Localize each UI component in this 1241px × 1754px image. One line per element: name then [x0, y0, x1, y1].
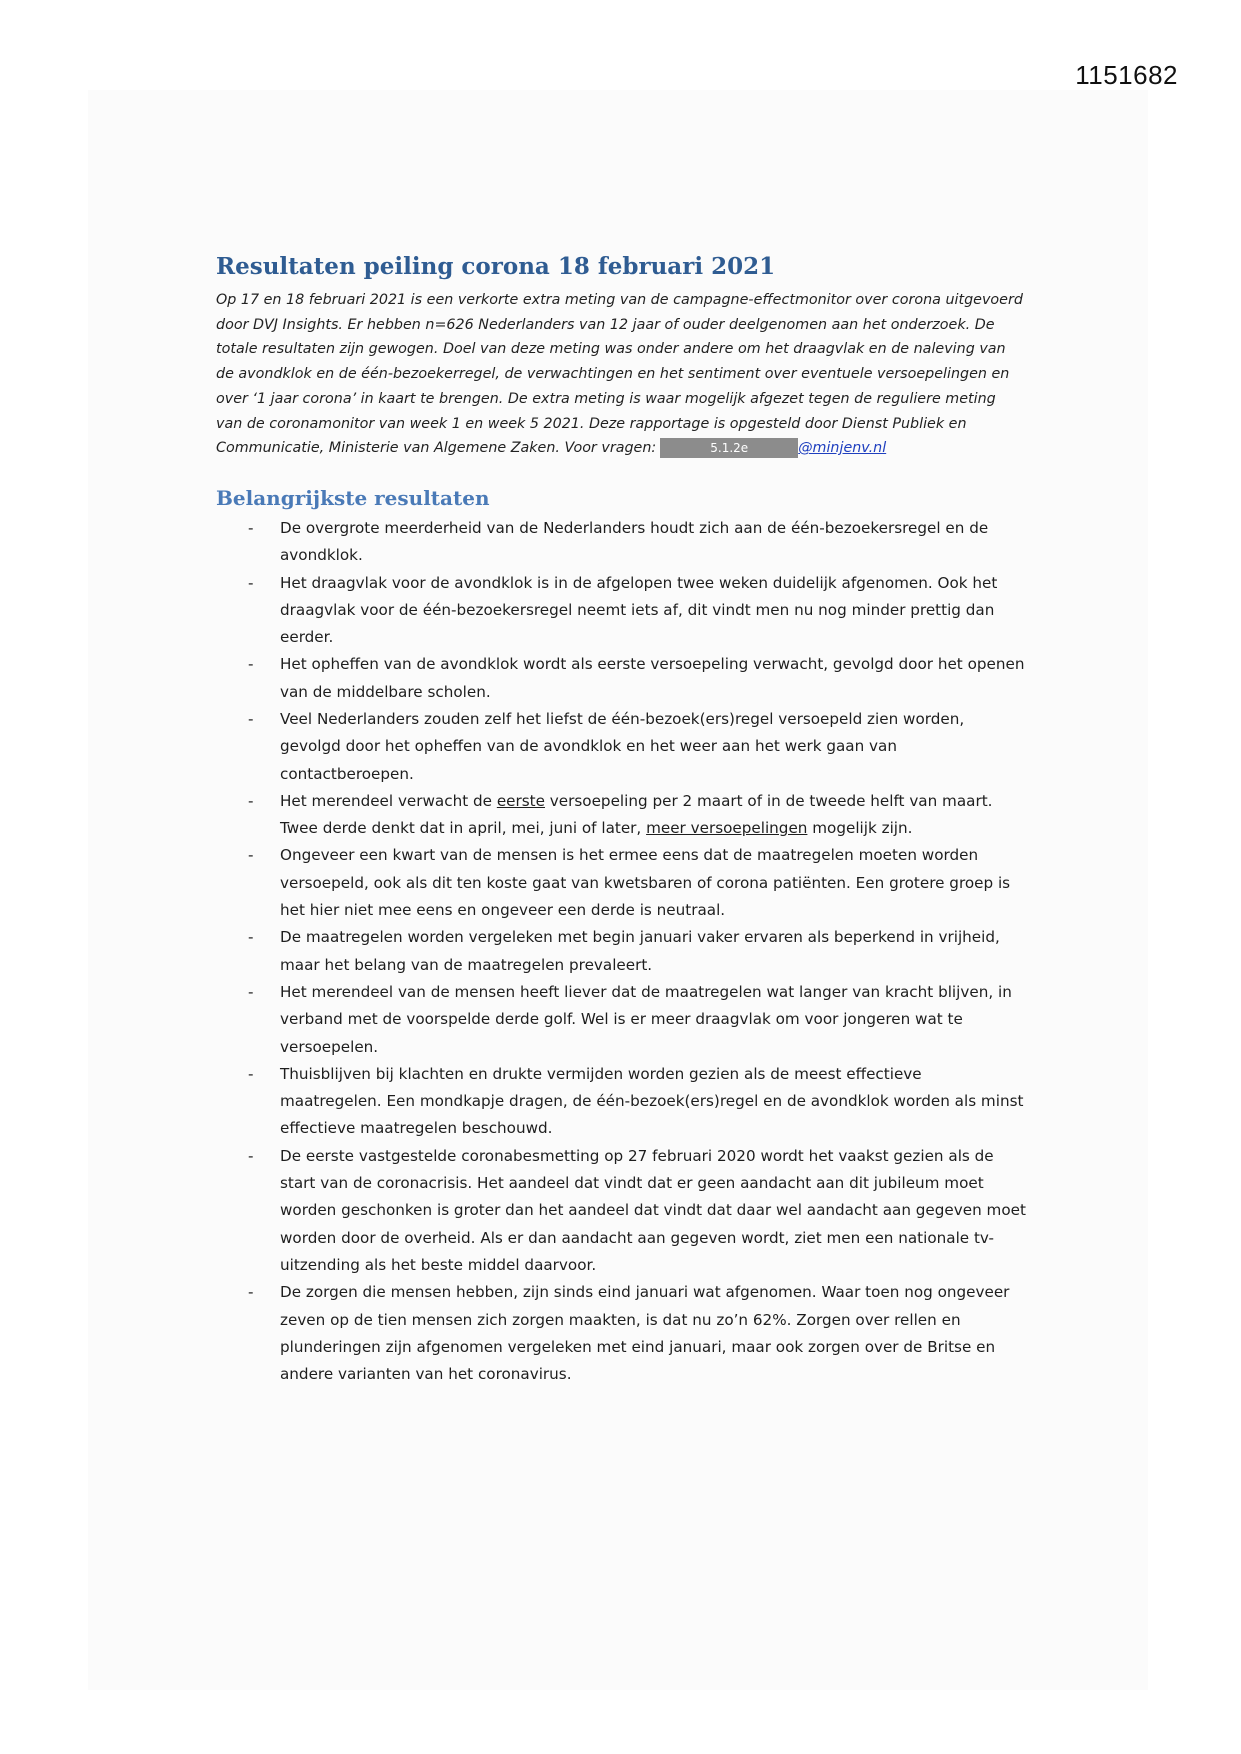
bullet-dash: - [248, 573, 254, 592]
bullet-dash: - [248, 791, 254, 810]
list-item-text-part: Het merendeel verwacht de [280, 791, 497, 810]
underlined-text: meer versoepelingen [646, 819, 808, 838]
intro-paragraph [216, 288, 1026, 461]
list-item-text: De overgrote meerderheid van de Nederlanders houdt zich aan de één-bezoekersregel en de avondklok. [280, 518, 989, 565]
list-item-text: Veel Nederlanders zouden zelf het liefst de één-bezoek(ers)regel versoepeld zien worden, gevolgd door het opheffen van de avondklok en het weer aan het werk gaan van contactberoepen. [280, 710, 965, 783]
list-item [216, 788, 1026, 843]
intro-text: Op 17 en 18 februari 2021 is een verkorte extra meting van de campagne-effectmonitor over corona uitgevoerd door DVJ Insights. Er hebben n=626 Nederlanders van 12 jaar of ouder deelgenomen aan het onderzoek. De totale resultaten zijn gewogen. Doel van deze meting was onder andere om het draagvlak en de naleving van de avondklok en de één-bezoekerregel, de verwachtingen en het sentiment over eventuele versoepelingen en over ‘1 jaar corona’ in kaart te brengen. De extra meting is waar mogelijk afgezet tegen de reguliere meting van de coronamonitor van week 1 en week 5 2021. Deze rapportage is opgesteld door Dienst Publiek en Communicatie, Ministerie van Algemene Zaken. Voor vragen: [216, 292, 1023, 457]
contact-email-link[interactable]: @minjenv.nl [798, 440, 887, 457]
list-item-text: De maatregelen worden vergeleken met begin januari vaker ervaren als beperkend in vrijheid, maar het belang van de maatregelen prevaleert. [280, 928, 1000, 974]
list-item-text: Ongeveer een kwart van de mensen is het ermee eens dat de maatregelen moeten worden versoepeld, ook als dit ten koste gaat van kwetsbaren of corona patiënten. Een grotere groep is het hier niet mee eens en ongeveer een derde is neutraal. [280, 846, 1011, 920]
list-item [216, 706, 1026, 788]
list-item [216, 651, 1026, 706]
bullet-dash: - [248, 982, 254, 1001]
list-item-text-part: versoepeling per 2 maart of in de tweede helft van maart. Twee derde denkt dat in april, mei, juni of later, [280, 791, 993, 838]
document-content [216, 252, 1026, 1388]
list-item-text: De eerste vastgestelde coronabesmetting op 27 februari 2020 wordt het vaakst gezien als de start van de coronacrisis. Het aandeel dat vindt dat er geen aandacht aan dit jubileum moet worden geschonken is groter dan het aandeel dat vindt dat daar wel aandacht aan gegeven moet worden door de overheid. Als er dan aandacht aan gegeven wordt, ziet men een nationale tv-uitzending als het beste middel daarvoor. [280, 1146, 1026, 1274]
bullet-dash: - [248, 1064, 254, 1083]
list-item [216, 842, 1026, 924]
list-item [216, 924, 1026, 979]
list-item [216, 515, 1026, 570]
section-heading: Belangrijkste resultaten [216, 485, 490, 510]
list-item [216, 570, 1026, 652]
list-item [216, 1061, 1026, 1143]
bullet-dash: - [248, 846, 254, 865]
document-number: 1151682 [1075, 60, 1178, 90]
list-item-text: Het merendeel van de mensen heeft liever dat de maatregelen wat langer van kracht blijven, in verband met de voorspelde derde golf. Wel is er meer draagvlak om voor jongeren wat te versoepelen. [280, 982, 1012, 1056]
bullet-dash: - [248, 1146, 254, 1165]
underlined-text: eerste [496, 791, 545, 810]
bullet-dash: - [248, 1283, 254, 1302]
list-item-text: Het opheffen van de avondklok wordt als eerste versoepeling verwacht, gevolgd door het openen van de middelbare scholen. [280, 655, 1025, 701]
redaction-box: 5.1.2e [660, 438, 798, 458]
list-item [216, 1143, 1026, 1279]
list-item [216, 1279, 1026, 1388]
document-title: Resultaten peiling corona 18 februari 2021 [216, 253, 776, 280]
list-item-text-part: mogelijk zijn. [807, 819, 913, 838]
bullet-dash: - [248, 518, 254, 537]
results-list [216, 515, 1026, 1389]
bullet-dash: - [248, 710, 254, 728]
list-item-text: Thuisblijven bij klachten en drukte vermijden worden gezien als de meest effectieve maatregelen. Een mondkapje dragen, de één-bezoek(ers)regel en de avondklok worden als minst effectieve maatregelen beschouwd. [280, 1064, 1024, 1138]
bullet-dash: - [248, 655, 254, 674]
list-item-text: De zorgen die mensen hebben, zijn sinds eind januari wat afgenomen. Waar toen nog ongeveer zeven op de tien mensen zich zorgen maakten, is dat nu zo’n 62%. Zorgen over rellen en plunderingen zijn afgenomen vergeleken met eind januari, maar ook zorgen over de Britse en andere varianten van het coronavirus. [280, 1283, 1010, 1384]
bullet-dash: - [248, 928, 254, 947]
list-item [216, 979, 1026, 1061]
list-item-text: Het draagvlak voor de avondklok is in de afgelopen twee weken duidelijk afgenomen. Ook het draagvlak voor de één-bezoekersregel neemt iets af, dit vindt men nu nog minder prettig dan eerder. [280, 573, 998, 647]
